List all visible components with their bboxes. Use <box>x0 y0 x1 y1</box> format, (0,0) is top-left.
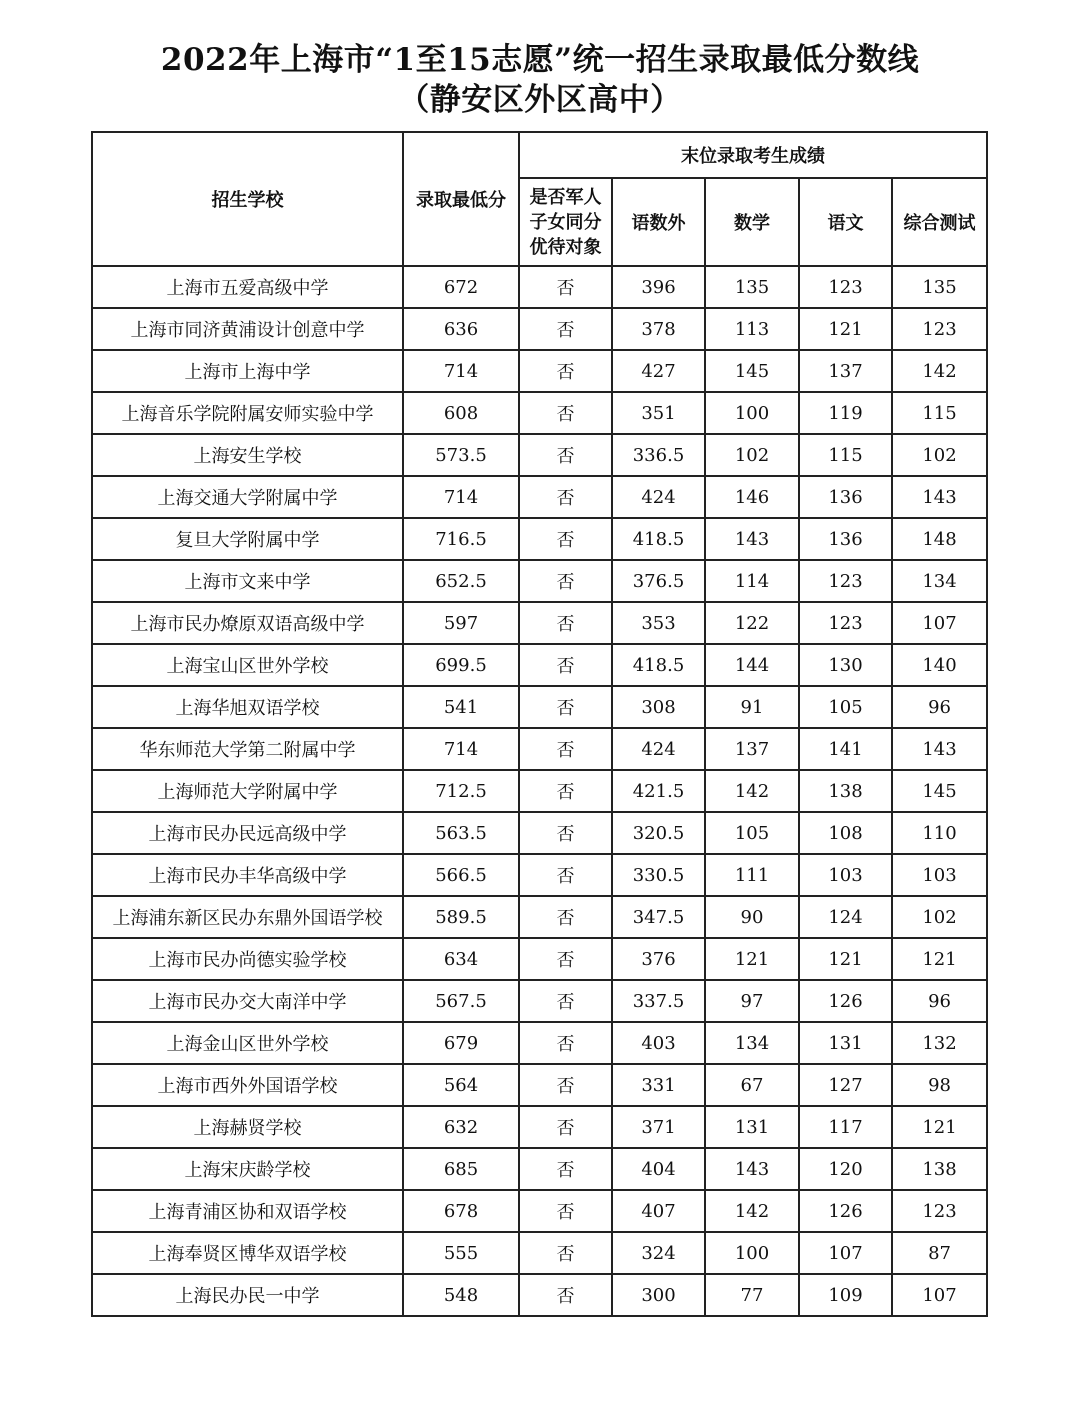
school-cell: 上海音乐学院附属安师实验中学 <box>92 392 403 434</box>
min-score-cell: 716.5 <box>403 518 519 560</box>
min-score-cell: 563.5 <box>403 812 519 854</box>
comprehensive-cell: 110 <box>892 812 987 854</box>
header-last-admitted-scores: 末位录取考生成绩 <box>519 132 987 178</box>
math-cell: 135 <box>705 266 799 308</box>
math-cell: 113 <box>705 308 799 350</box>
min-score-cell: 652.5 <box>403 560 519 602</box>
military-priority-cell: 否 <box>519 1190 612 1232</box>
school-cell: 上海市同济黄浦设计创意中学 <box>92 308 403 350</box>
table-row <box>92 1106 987 1148</box>
chn-math-eng-cell: 371 <box>612 1106 705 1148</box>
military-priority-cell: 否 <box>519 1232 612 1274</box>
comprehensive-cell: 98 <box>892 1064 987 1106</box>
chinese-cell: 141 <box>799 728 892 770</box>
school-cell: 上海金山区世外学校 <box>92 1022 403 1064</box>
chn-math-eng-cell: 418.5 <box>612 644 705 686</box>
chinese-cell: 120 <box>799 1148 892 1190</box>
chn-math-eng-cell: 351 <box>612 392 705 434</box>
chinese-cell: 119 <box>799 392 892 434</box>
comprehensive-cell: 102 <box>892 434 987 476</box>
table-row <box>92 1274 987 1316</box>
chn-math-eng-cell: 407 <box>612 1190 705 1232</box>
min-score-cell: 685 <box>403 1148 519 1190</box>
table-row <box>92 938 987 980</box>
military-priority-cell: 否 <box>519 1106 612 1148</box>
military-priority-cell: 否 <box>519 1022 612 1064</box>
chinese-cell: 138 <box>799 770 892 812</box>
chinese-cell: 123 <box>799 266 892 308</box>
chn-math-eng-cell: 421.5 <box>612 770 705 812</box>
header-chinese: 语文 <box>799 178 892 266</box>
document-subtitle: （静安区外区高中） <box>398 82 682 118</box>
school-cell: 上海交通大学附属中学 <box>92 476 403 518</box>
min-score-cell: 634 <box>403 938 519 980</box>
min-score-cell: 589.5 <box>403 896 519 938</box>
chinese-cell: 123 <box>799 602 892 644</box>
chn-math-eng-cell: 404 <box>612 1148 705 1190</box>
math-cell: 134 <box>705 1022 799 1064</box>
military-priority-cell: 否 <box>519 896 612 938</box>
chn-math-eng-cell: 330.5 <box>612 854 705 896</box>
comprehensive-cell: 132 <box>892 1022 987 1064</box>
header-military-priority <box>519 178 612 266</box>
chinese-cell: 115 <box>799 434 892 476</box>
math-cell: 77 <box>705 1274 799 1316</box>
header-comprehensive: 综合测试 <box>892 178 987 266</box>
military-priority-cell: 否 <box>519 770 612 812</box>
chinese-cell: 103 <box>799 854 892 896</box>
chn-math-eng-cell: 424 <box>612 728 705 770</box>
table-row <box>92 1064 987 1106</box>
math-cell: 142 <box>705 770 799 812</box>
chn-math-eng-cell: 337.5 <box>612 980 705 1022</box>
comprehensive-cell: 140 <box>892 644 987 686</box>
chinese-cell: 136 <box>799 476 892 518</box>
chn-math-eng-cell: 347.5 <box>612 896 705 938</box>
chn-math-eng-cell: 403 <box>612 1022 705 1064</box>
chinese-cell: 124 <box>799 896 892 938</box>
math-cell: 67 <box>705 1064 799 1106</box>
table-row <box>92 392 987 434</box>
chinese-cell: 137 <box>799 350 892 392</box>
table-row <box>92 266 987 308</box>
chinese-cell: 136 <box>799 518 892 560</box>
comprehensive-cell: 143 <box>892 476 987 518</box>
table-row <box>92 350 987 392</box>
chinese-cell: 107 <box>799 1232 892 1274</box>
military-priority-cell: 否 <box>519 686 612 728</box>
header-chn-math-eng: 语数外 <box>612 178 705 266</box>
school-cell: 上海市上海中学 <box>92 350 403 392</box>
min-score-cell: 699.5 <box>403 644 519 686</box>
military-priority-cell: 否 <box>519 602 612 644</box>
chn-math-eng-cell: 378 <box>612 308 705 350</box>
comprehensive-cell: 87 <box>892 1232 987 1274</box>
military-priority-cell: 否 <box>519 308 612 350</box>
header-math: 数学 <box>705 178 799 266</box>
math-cell: 105 <box>705 812 799 854</box>
min-score-cell: 608 <box>403 392 519 434</box>
school-cell: 上海市民办燎原双语高级中学 <box>92 602 403 644</box>
math-cell: 143 <box>705 518 799 560</box>
military-priority-cell: 否 <box>519 644 612 686</box>
header-military-line-3: 优待对象 <box>529 236 602 258</box>
school-cell: 上海市民办交大南洋中学 <box>92 980 403 1022</box>
military-priority-cell: 否 <box>519 728 612 770</box>
min-score-cell: 573.5 <box>403 434 519 476</box>
table-row <box>92 896 987 938</box>
chinese-cell: 108 <box>799 812 892 854</box>
school-cell: 上海市民办丰华高级中学 <box>92 854 403 896</box>
math-cell: 102 <box>705 434 799 476</box>
military-priority-cell: 否 <box>519 518 612 560</box>
chinese-cell: 105 <box>799 686 892 728</box>
chn-math-eng-cell: 336.5 <box>612 434 705 476</box>
chinese-cell: 121 <box>799 938 892 980</box>
header-school: 招生学校 <box>92 132 403 266</box>
military-priority-cell: 否 <box>519 938 612 980</box>
chinese-cell: 131 <box>799 1022 892 1064</box>
chinese-cell: 121 <box>799 308 892 350</box>
table-row <box>92 1148 987 1190</box>
comprehensive-cell: 121 <box>892 938 987 980</box>
math-cell: 100 <box>705 1232 799 1274</box>
math-cell: 90 <box>705 896 799 938</box>
table-row <box>92 1190 987 1232</box>
military-priority-cell: 否 <box>519 812 612 854</box>
chinese-cell: 126 <box>799 1190 892 1232</box>
min-score-cell: 632 <box>403 1106 519 1148</box>
comprehensive-cell: 134 <box>892 560 987 602</box>
school-cell: 上海安生学校 <box>92 434 403 476</box>
math-cell: 137 <box>705 728 799 770</box>
chinese-cell: 109 <box>799 1274 892 1316</box>
comprehensive-cell: 123 <box>892 308 987 350</box>
comprehensive-cell: 115 <box>892 392 987 434</box>
comprehensive-cell: 135 <box>892 266 987 308</box>
chn-math-eng-cell: 331 <box>612 1064 705 1106</box>
chinese-cell: 127 <box>799 1064 892 1106</box>
table-header <box>92 132 987 266</box>
table-row <box>92 308 987 350</box>
comprehensive-cell: 123 <box>892 1190 987 1232</box>
table-row <box>92 1022 987 1064</box>
school-cell: 上海民办民一中学 <box>92 1274 403 1316</box>
math-cell: 122 <box>705 602 799 644</box>
header-military-line-1: 是否军人 <box>529 186 602 208</box>
math-cell: 97 <box>705 980 799 1022</box>
table-row <box>92 434 987 476</box>
comprehensive-cell: 107 <box>892 1274 987 1316</box>
table-row <box>92 602 987 644</box>
school-cell: 上海青浦区协和双语学校 <box>92 1190 403 1232</box>
table-row <box>92 1232 987 1274</box>
comprehensive-cell: 138 <box>892 1148 987 1190</box>
admission-score-table <box>91 131 988 1317</box>
chn-math-eng-cell: 353 <box>612 602 705 644</box>
math-cell: 114 <box>705 560 799 602</box>
chn-math-eng-cell: 427 <box>612 350 705 392</box>
military-priority-cell: 否 <box>519 350 612 392</box>
min-score-cell: 636 <box>403 308 519 350</box>
chn-math-eng-cell: 308 <box>612 686 705 728</box>
comprehensive-cell: 103 <box>892 854 987 896</box>
table-row <box>92 728 987 770</box>
min-score-cell: 597 <box>403 602 519 644</box>
comprehensive-cell: 107 <box>892 602 987 644</box>
comprehensive-cell: 102 <box>892 896 987 938</box>
min-score-cell: 566.5 <box>403 854 519 896</box>
school-cell: 上海师范大学附属中学 <box>92 770 403 812</box>
comprehensive-cell: 143 <box>892 728 987 770</box>
math-cell: 144 <box>705 644 799 686</box>
military-priority-cell: 否 <box>519 392 612 434</box>
military-priority-cell: 否 <box>519 560 612 602</box>
table-row <box>92 518 987 560</box>
table-row <box>92 686 987 728</box>
min-score-cell: 712.5 <box>403 770 519 812</box>
table-row <box>92 560 987 602</box>
header-min-score: 录取最低分 <box>403 132 519 266</box>
table-row <box>92 644 987 686</box>
military-priority-cell: 否 <box>519 266 612 308</box>
school-cell: 上海奉贤区博华双语学校 <box>92 1232 403 1274</box>
document-title: 2022年上海市“1至15志愿”统一招生录取最低分数线 <box>160 42 920 78</box>
school-cell: 复旦大学附属中学 <box>92 518 403 560</box>
school-cell: 上海市文来中学 <box>92 560 403 602</box>
comprehensive-cell: 121 <box>892 1106 987 1148</box>
military-priority-cell: 否 <box>519 980 612 1022</box>
min-score-cell: 714 <box>403 476 519 518</box>
chn-math-eng-cell: 376 <box>612 938 705 980</box>
chn-math-eng-cell: 300 <box>612 1274 705 1316</box>
min-score-cell: 548 <box>403 1274 519 1316</box>
military-priority-cell: 否 <box>519 434 612 476</box>
math-cell: 142 <box>705 1190 799 1232</box>
school-cell: 上海市民办尚德实验学校 <box>92 938 403 980</box>
chinese-cell: 123 <box>799 560 892 602</box>
chn-math-eng-cell: 320.5 <box>612 812 705 854</box>
min-score-cell: 541 <box>403 686 519 728</box>
min-score-cell: 672 <box>403 266 519 308</box>
math-cell: 145 <box>705 350 799 392</box>
min-score-cell: 714 <box>403 728 519 770</box>
math-cell: 100 <box>705 392 799 434</box>
math-cell: 111 <box>705 854 799 896</box>
min-score-cell: 714 <box>403 350 519 392</box>
math-cell: 146 <box>705 476 799 518</box>
chn-math-eng-cell: 376.5 <box>612 560 705 602</box>
comprehensive-cell: 96 <box>892 686 987 728</box>
chn-math-eng-cell: 324 <box>612 1232 705 1274</box>
math-cell: 131 <box>705 1106 799 1148</box>
school-cell: 上海赫贤学校 <box>92 1106 403 1148</box>
school-cell: 上海宝山区世外学校 <box>92 644 403 686</box>
chinese-cell: 126 <box>799 980 892 1022</box>
min-score-cell: 678 <box>403 1190 519 1232</box>
school-cell: 上海市民办民远高级中学 <box>92 812 403 854</box>
military-priority-cell: 否 <box>519 1148 612 1190</box>
comprehensive-cell: 142 <box>892 350 987 392</box>
table-row <box>92 770 987 812</box>
min-score-cell: 555 <box>403 1232 519 1274</box>
table-row <box>92 854 987 896</box>
comprehensive-cell: 145 <box>892 770 987 812</box>
min-score-cell: 679 <box>403 1022 519 1064</box>
math-cell: 91 <box>705 686 799 728</box>
table-body <box>92 266 987 1316</box>
school-cell: 上海浦东新区民办东鼎外国语学校 <box>92 896 403 938</box>
military-priority-cell: 否 <box>519 854 612 896</box>
military-priority-cell: 否 <box>519 476 612 518</box>
military-priority-cell: 否 <box>519 1064 612 1106</box>
chn-math-eng-cell: 424 <box>612 476 705 518</box>
chn-math-eng-cell: 396 <box>612 266 705 308</box>
school-cell: 上海市五爱高级中学 <box>92 266 403 308</box>
military-priority-cell: 否 <box>519 1274 612 1316</box>
header-military-line-2: 子女同分 <box>529 211 602 233</box>
chn-math-eng-cell: 418.5 <box>612 518 705 560</box>
chinese-cell: 117 <box>799 1106 892 1148</box>
table-row <box>92 812 987 854</box>
table-row <box>92 980 987 1022</box>
chinese-cell: 130 <box>799 644 892 686</box>
school-cell: 华东师范大学第二附属中学 <box>92 728 403 770</box>
table-row <box>92 476 987 518</box>
school-cell: 上海华旭双语学校 <box>92 686 403 728</box>
math-cell: 143 <box>705 1148 799 1190</box>
min-score-cell: 567.5 <box>403 980 519 1022</box>
math-cell: 121 <box>705 938 799 980</box>
school-cell: 上海宋庆龄学校 <box>92 1148 403 1190</box>
comprehensive-cell: 96 <box>892 980 987 1022</box>
comprehensive-cell: 148 <box>892 518 987 560</box>
school-cell: 上海市西外外国语学校 <box>92 1064 403 1106</box>
min-score-cell: 564 <box>403 1064 519 1106</box>
